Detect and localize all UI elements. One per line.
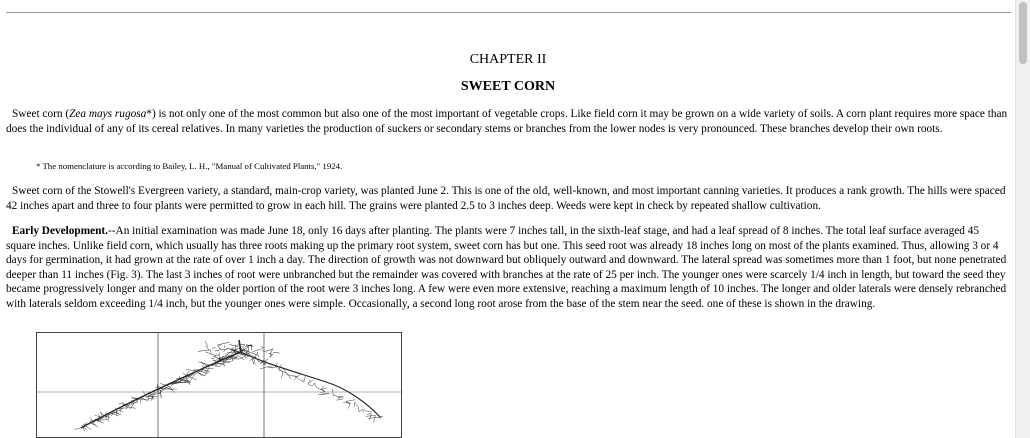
paragraph-intro <box>6 107 1010 136</box>
paragraph-planting <box>6 184 1010 213</box>
paragraph-planting-text: Sweet corn of the Stowell's Evergreen variety, a standard, main-crop variety, was planted June 2. This is one of the old, well-known, and most important canning varieties. It produces a rank growth. The hills were spaced 42 inches apart and three to four plants were permitted to grow in each hill. The grains were planted 2.5 to 3 inches deep. Weeds were kept in check by repeated shallow cultivation. <box>6 185 1006 212</box>
footnote: * The nomenclature is according to Bailey, L. H., "Manual of Cultivated Plants," 1924. <box>36 161 343 171</box>
paragraph-intro-body: *) is not only one of the most common but also one of the most important of vegetable crops. Like field corn it may be grown on a wide variety of soils. A corn plant requires more space than does the individual of any of its cereal relatives. In many varieties the production of suckers or secondary stems or branches from the lower nodes is very pronounced. These branches develop their own roots. <box>6 108 1008 135</box>
species-name: Zea mays rugosa <box>69 108 147 120</box>
paragraph-intro-lead: Sweet corn ( <box>12 108 70 120</box>
top-rule <box>6 12 1011 13</box>
paragraph-early-development-text: --An initial examination was made June 18, only 16 days after planting. The plants were 7 inches tall, in the sixth-leaf stage, and had a leaf spread of 8 inches. The total leaf surface averaged 45 square inches. Unlike field corn, which usually has three roots making up the primary root system, sweet corn has but one. This seed root was already 18 inches long on most of the plants examined. Thus, allowing 3 or 4 days for germination, it had grown at the rate of over 1 inch a day. The direction of growth was not downward but obliquely outward and downward. The lateral spread was sometimes more than 1 foot, but none penetrated deeper than 11 inches (Fig. 3). The last 3 inches of root were unbranched but the remainder was covered with branches at the rate of 25 per inch. The younger ones were scarcely 1/4 inch in length, but toward the seed they became progressively longer and many on the older portion of the root were 3 inches long. A few were even more extensive, reaching a maximum length of 10 inches. The longer and older laterals were densely rebranched with laterals seldom exceeding 1/4 inch, but the younger ones were simple. Occasionally, a second long root arose from the base of the stem near the seed. one of these is shown in the drawing. <box>6 225 1007 310</box>
root-system-figure <box>36 332 402 438</box>
vertical-scrollbar[interactable] <box>1015 0 1030 438</box>
paragraph-early-development <box>6 224 1010 311</box>
chapter-title: SWEET CORN <box>460 79 556 94</box>
chapter-label: CHAPTER II <box>469 52 547 67</box>
scrollbar-thumb[interactable] <box>1019 2 1027 64</box>
section-heading: Early Development. <box>12 225 109 237</box>
